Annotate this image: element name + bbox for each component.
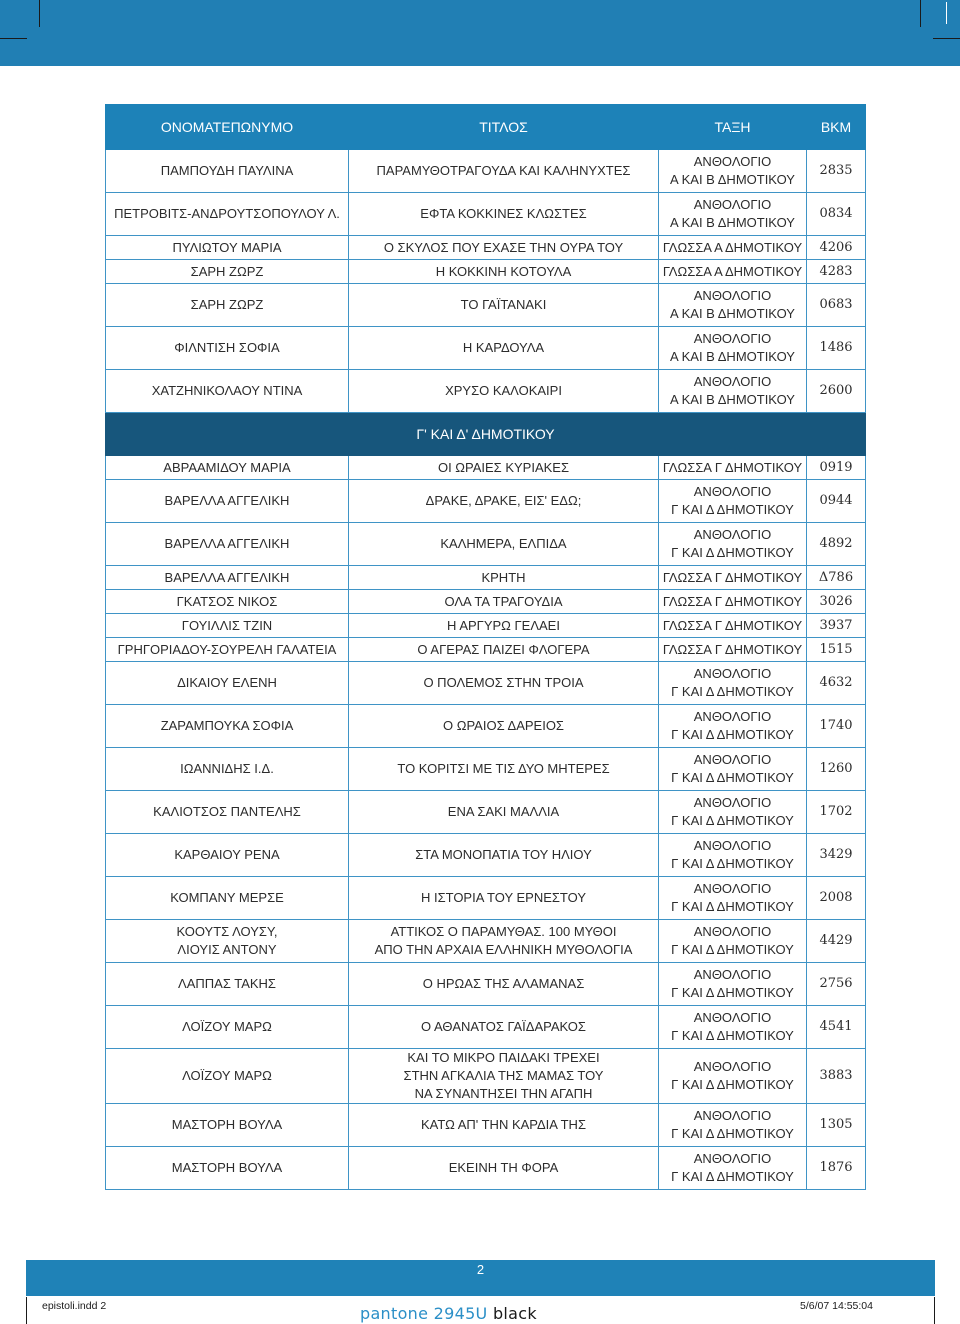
class-cell <box>659 193 807 236</box>
book-code: 1486 <box>819 340 853 355</box>
book-code: 1515 <box>819 641 853 657</box>
class-label: ΑΝΘΟΛΟΓΙΟ <box>693 967 772 982</box>
header-code: ΒΚΜ <box>807 105 866 150</box>
author-name: ΛΑΠΠΑΣ ΤΑΚΗΣ <box>178 976 276 991</box>
table-row <box>106 662 866 705</box>
class-cell <box>659 1006 807 1049</box>
class-label: ΓΛΩΣΣΑ Γ ΔΗΜΟΤΙΚΟΥ <box>662 593 803 609</box>
book-title: Ο ΑΘΑΝΑΤΟΣ ΓΑΪΔΑΡΑΚΟΣ <box>421 1019 586 1034</box>
author-name: ΠΑΜΠΟΥΔΗ ΠΑΥΛΙΝΑ <box>160 163 294 178</box>
author-cell <box>106 1104 349 1147</box>
class-cell <box>659 480 807 523</box>
class-cell <box>659 963 807 1006</box>
class-cell <box>659 590 807 614</box>
title-cell <box>349 150 659 193</box>
class-label-line2: Γ ΚΑΙ Δ ΔΗΜΟΤΙΚΟΥ <box>671 727 794 742</box>
author-name: ΖΑΡΑΜΠΟΥΚΑ ΣΟΦΙΑ <box>160 718 294 733</box>
class-label-line2: Γ ΚΑΙ Δ ΔΗΜΟΤΙΚΟΥ <box>671 1077 794 1092</box>
author-cell <box>106 370 349 413</box>
title-cell <box>349 480 659 523</box>
code-cell <box>807 590 866 614</box>
book-list-table <box>105 104 866 1190</box>
code-cell <box>807 1147 866 1190</box>
table-row <box>106 1104 866 1147</box>
code-cell <box>807 834 866 877</box>
class-label-line2: Γ ΚΑΙ Δ ΔΗΜΟΤΙΚΟΥ <box>671 545 794 560</box>
class-label: ΑΝΘΟΛΟΓΙΟ <box>693 1059 772 1074</box>
file-slug: epistoli.indd 2 <box>42 1300 107 1312</box>
book-title: ΕΝΑ ΣΑΚΙ ΜΑΛΛΙΑ <box>447 804 560 819</box>
book-title-line2: ΣΤΗΝ ΑΓΚΑΛΙΑ ΤΗΣ ΜΑΜΑΣ ΤΟΥ <box>403 1068 604 1083</box>
book-title: Ο ΩΡΑΙΟΣ ΔΑΡΕΙΟΣ <box>443 718 564 733</box>
title-cell <box>349 456 659 480</box>
author-name: ΒΑΡΕΛΛΑ ΑΓΓΕΛΙΚΗ <box>164 493 290 508</box>
title-cell <box>349 327 659 370</box>
book-code: 1702 <box>819 804 853 819</box>
class-cell <box>659 1049 807 1104</box>
section-ab-rows <box>106 150 866 413</box>
class-cell <box>659 1147 807 1190</box>
class-label: ΓΛΩΣΣΑ Γ ΔΗΜΟΤΙΚΟΥ <box>662 641 803 657</box>
class-label-line2: Γ ΚΑΙ Δ ΔΗΜΟΤΙΚΟΥ <box>671 856 794 871</box>
book-code: 4429 <box>819 933 853 948</box>
author-cell <box>106 456 349 480</box>
book-title: ΚΑΤΩ ΑΠ' ΤΗΝ ΚΑΡΔΙΑ ΤΗΣ <box>421 1117 586 1132</box>
header-author: ΟΝΟΜΑΤΕΠΩΝΥΜΟ <box>106 105 349 150</box>
author-name: ΦΙΛΝΤΙΣΗ ΣΟΦΙΑ <box>174 340 280 355</box>
table-row <box>106 920 866 963</box>
class-label: ΓΛΩΣΣΑ Γ ΔΗΜΟΤΙΚΟΥ <box>662 617 803 633</box>
table-row <box>106 1049 866 1104</box>
book-title: ΔΡΑΚΕ, ΔΡΑΚΕ, ΕΙΣ' ΕΔΩ; <box>425 493 582 508</box>
class-label: ΑΝΘΟΛΟΓΙΟ <box>693 924 772 939</box>
table-row <box>106 1006 866 1049</box>
table-row <box>106 1147 866 1190</box>
author-name: ΠΥΛΙΩΤΟΥ ΜΑΡΙΑ <box>172 239 282 255</box>
book-title: ΕΚΕΙΝΗ ΤΗ ΦΟΡΑ <box>448 1160 559 1175</box>
title-cell <box>349 662 659 705</box>
author-cell <box>106 523 349 566</box>
author-cell <box>106 284 349 327</box>
title-cell <box>349 193 659 236</box>
book-title: ΟΙ ΩΡΑΙΕΣ ΚΥΡΙΑΚΕΣ <box>437 459 570 475</box>
code-cell <box>807 193 866 236</box>
author-name: ΑΒΡΑΑΜΙΔΟΥ ΜΑΡΙΑ <box>163 459 291 475</box>
class-label-line2: Γ ΚΑΙ Δ ΔΗΜΟΤΙΚΟΥ <box>671 1028 794 1043</box>
title-cell <box>349 1104 659 1147</box>
code-cell <box>807 791 866 834</box>
table-row <box>106 877 866 920</box>
book-code: 4892 <box>819 536 853 551</box>
book-title: ΤΟ ΚΟΡΙΤΣΙ ΜΕ ΤΙΣ ΔΥΟ ΜΗΤΕΡΕΣ <box>397 761 610 776</box>
table-row <box>106 566 866 590</box>
book-code: 0919 <box>819 459 853 475</box>
author-name: ΓΚΑΤΣΟΣ ΝΙΚΟΣ <box>176 593 278 609</box>
author-name: ΚΑΡΘΑΙΟΥ ΡΕΝΑ <box>174 847 280 862</box>
code-cell <box>807 662 866 705</box>
book-code: 4283 <box>819 263 853 279</box>
class-label: ΑΝΘΟΛΟΓΙΟ <box>693 1010 772 1025</box>
code-cell <box>807 236 866 260</box>
table-row <box>106 193 866 236</box>
book-title: Η ΙΣΤΟΡΙΑ ΤΟΥ ΕΡΝΕΣΤΟΥ <box>420 890 587 905</box>
author-cell <box>106 614 349 638</box>
book-code: 1260 <box>819 761 853 776</box>
author-cell <box>106 1006 349 1049</box>
class-cell <box>659 566 807 590</box>
class-label-line2: Α ΚΑΙ Β ΔΗΜΟΤΙΚΟΥ <box>670 349 795 364</box>
book-code: 0834 <box>819 206 853 221</box>
date-slug: 5/6/07 14:55:04 <box>800 1300 873 1312</box>
book-code: 4206 <box>819 239 853 255</box>
title-cell <box>349 963 659 1006</box>
title-cell <box>349 1006 659 1049</box>
title-cell <box>349 236 659 260</box>
class-label: ΑΝΘΟΛΟΓΙΟ <box>693 1108 772 1123</box>
code-cell <box>807 748 866 791</box>
book-title: ΟΛΑ ΤΑ ΤΡΑΓΟΥΔΙΑ <box>444 593 563 609</box>
class-label: ΑΝΘΟΛΟΓΙΟ <box>693 881 772 896</box>
author-name: ΒΑΡΕΛΛΑ ΑΓΓΕΛΙΚΗ <box>164 569 290 585</box>
class-cell <box>659 236 807 260</box>
table-row <box>106 791 866 834</box>
code-cell <box>807 284 866 327</box>
class-label: ΑΝΘΟΛΟΓΙΟ <box>693 1151 772 1166</box>
author-cell <box>106 1147 349 1190</box>
code-cell <box>807 1049 866 1104</box>
class-label: ΑΝΘΟΛΟΓΙΟ <box>693 154 772 169</box>
section-cd-rows <box>106 456 866 1190</box>
code-cell <box>807 456 866 480</box>
top-color-band <box>0 0 960 66</box>
book-title: ΣΤΑ ΜΟΝΟΠΑΤΙΑ ΤΟΥ ΗΛΙΟΥ <box>415 847 592 862</box>
class-label: ΑΝΘΟΛΟΓΙΟ <box>693 331 772 346</box>
author-cell <box>106 662 349 705</box>
class-cell <box>659 260 807 284</box>
class-cell <box>659 662 807 705</box>
author-name: ΣΑΡΗ ΖΩΡΖ <box>190 263 264 279</box>
class-label: ΑΝΘΟΛΟΓΙΟ <box>693 752 772 767</box>
crop-mark-top-left <box>39 0 40 27</box>
class-label-line2: Γ ΚΑΙ Δ ΔΗΜΟΤΙΚΟΥ <box>671 684 794 699</box>
author-name: ΣΑΡΗ ΖΩΡΖ <box>190 297 264 312</box>
author-cell <box>106 590 349 614</box>
author-cell <box>106 705 349 748</box>
title-cell <box>349 791 659 834</box>
code-cell <box>807 920 866 963</box>
book-code: 3026 <box>819 593 853 609</box>
author-name: ΓΡΗΓΟΡΙΑΔΟΥ-ΣΟΥΡΕΛΗ ΓΑΛΑΤΕΙΑ <box>117 641 337 657</box>
class-label-line2: Α ΚΑΙ Β ΔΗΜΟΤΙΚΟΥ <box>670 306 795 321</box>
code-cell <box>807 1006 866 1049</box>
class-cell <box>659 920 807 963</box>
class-label: ΓΛΩΣΣΑ Γ ΔΗΜΟΤΙΚΟΥ <box>662 569 803 585</box>
table-row <box>106 590 866 614</box>
book-title: ΠΑΡΑΜΥΘΟΤΡΑΓΟΥΔΑ ΚΑΙ ΚΑΛΗΝΥΧΤΕΣ <box>376 163 631 178</box>
author-cell <box>106 638 349 662</box>
title-cell <box>349 260 659 284</box>
title-cell <box>349 614 659 638</box>
title-cell <box>349 638 659 662</box>
class-cell <box>659 705 807 748</box>
book-code: 3937 <box>819 617 853 633</box>
header-class: ΤΑΞΗ <box>659 105 807 150</box>
table-row <box>106 480 866 523</box>
book-code: 2600 <box>819 383 853 398</box>
class-label-line2: Γ ΚΑΙ Δ ΔΗΜΟΤΙΚΟΥ <box>671 770 794 785</box>
author-name: ΜΑΣΤΟΡΗ ΒΟΥΛΑ <box>171 1117 283 1132</box>
crop-mark-inner-right <box>946 2 947 24</box>
class-label-line2: Γ ΚΑΙ Δ ΔΗΜΟΤΙΚΟΥ <box>671 985 794 1000</box>
class-label-line2: Γ ΚΑΙ Δ ΔΗΜΟΤΙΚΟΥ <box>671 813 794 828</box>
class-cell <box>659 834 807 877</box>
class-label: ΓΛΩΣΣΑ Α ΔΗΜΟΤΙΚΟΥ <box>662 239 803 255</box>
book-code: 0944 <box>819 493 853 508</box>
table-row <box>106 456 866 480</box>
class-label: ΑΝΘΟΛΟΓΙΟ <box>693 838 772 853</box>
title-cell <box>349 1147 659 1190</box>
class-label: ΑΝΘΟΛΟΓΙΟ <box>693 795 772 810</box>
author-cell <box>106 236 349 260</box>
book-title: ΚΑΙ ΤΟ ΜΙΚΡΟ ΠΑΙΔΑΚΙ ΤΡΕΧΕΙ <box>407 1050 600 1065</box>
class-label: ΑΝΘΟΛΟΓΙΟ <box>693 527 772 542</box>
author-cell <box>106 480 349 523</box>
book-title: ΚΑΛΗΜΕΡΑ, ΕΛΠΙΔΑ <box>440 536 567 551</box>
book-title: ΚΡΗΤΗ <box>481 569 526 585</box>
author-cell <box>106 150 349 193</box>
crop-mark-right-top <box>933 38 960 39</box>
author-cell <box>106 920 349 963</box>
author-cell <box>106 963 349 1006</box>
pantone-color-label: pantone 2945U <box>360 1304 488 1323</box>
crop-mark-bottom-right <box>934 1297 935 1324</box>
book-code: 2756 <box>819 976 853 991</box>
class-label-line2: Α ΚΑΙ Β ΔΗΜΟΤΙΚΟΥ <box>670 172 795 187</box>
book-code: 1740 <box>819 718 853 733</box>
code-cell <box>807 614 866 638</box>
class-label-line2: Γ ΚΑΙ Δ ΔΗΜΟΤΙΚΟΥ <box>671 1169 794 1184</box>
class-cell <box>659 370 807 413</box>
header-title: ΤΙΤΛΟΣ <box>349 105 659 150</box>
book-title: Ο ΣΚΥΛΟΣ ΠΟΥ ΕΧΑΣΕ ΤΗΝ ΟΥΡΑ ΤΟΥ <box>383 239 624 255</box>
bottom-color-band <box>26 1260 935 1296</box>
class-label: ΑΝΘΟΛΟΓΙΟ <box>693 709 772 724</box>
table-header-row <box>106 105 866 150</box>
author-name: ΙΩΑΝΝΙΔΗΣ Ι.Δ. <box>180 761 274 776</box>
author-cell <box>106 791 349 834</box>
author-name: ΜΑΣΤΟΡΗ ΒΟΥΛΑ <box>171 1160 283 1175</box>
title-cell <box>349 566 659 590</box>
book-code: Δ786 <box>818 569 854 585</box>
author-name: ΠΕΤΡΟΒΙΤΣ-ΑΝΔΡΟΥΤΣΟΠΟΥΛΟΥ Λ. <box>114 206 340 221</box>
book-title: ΑΤΤΙΚΟΣ Ο ΠΑΡΑΜΥΘΑΣ. 100 ΜΥΘΟΙ <box>390 924 617 939</box>
author-name: ΛΟΪΖΟΥ ΜΑΡΩ <box>182 1068 272 1083</box>
table-row <box>106 150 866 193</box>
book-code: 3883 <box>819 1068 853 1083</box>
table-row <box>106 327 866 370</box>
class-cell <box>659 791 807 834</box>
title-cell <box>349 877 659 920</box>
author-cell <box>106 1049 349 1104</box>
book-code: 4632 <box>819 675 853 690</box>
book-title: ΤΟ ΓΑΪΤΑΝΑΚΙ <box>460 297 547 312</box>
class-label: ΑΝΘΟΛΟΓΙΟ <box>693 288 772 303</box>
code-cell <box>807 963 866 1006</box>
class-cell <box>659 523 807 566</box>
title-cell <box>349 748 659 791</box>
author-cell <box>106 327 349 370</box>
page-number: 2 <box>476 1262 485 1277</box>
book-code: 4541 <box>819 1019 853 1034</box>
class-cell <box>659 150 807 193</box>
author-name: ΒΑΡΕΛΛΑ ΑΓΓΕΛΙΚΗ <box>164 536 290 551</box>
class-label: ΑΝΘΟΛΟΓΙΟ <box>693 374 772 389</box>
pantone-label <box>360 1304 537 1323</box>
author-name: ΚΟΜΠΑΝΥ ΜΕΡΣΕ <box>170 890 284 905</box>
crop-mark-bottom-left <box>26 1297 27 1324</box>
pantone-black-label: black <box>492 1304 537 1323</box>
table-row <box>106 260 866 284</box>
title-cell <box>349 370 659 413</box>
book-title-line2: ΑΠΟ ΤΗΝ ΑΡΧΑΙΑ ΕΛΛΗΝΙΚΗ ΜΥΘΟΛΟΓΙΑ <box>374 942 633 957</box>
class-label-line2: Α ΚΑΙ Β ΔΗΜΟΤΙΚΟΥ <box>670 392 795 407</box>
crop-mark-top-right <box>920 0 921 27</box>
title-cell <box>349 590 659 614</box>
class-cell <box>659 638 807 662</box>
class-label-line2: Γ ΚΑΙ Δ ΔΗΜΟΤΙΚΟΥ <box>671 502 794 517</box>
class-label-line2: Γ ΚΑΙ Δ ΔΗΜΟΤΙΚΟΥ <box>671 899 794 914</box>
class-cell <box>659 327 807 370</box>
table-row <box>106 963 866 1006</box>
code-cell <box>807 1104 866 1147</box>
section-heading: Γ' ΚΑΙ Δ' ΔΗΜΟΤΙΚΟΥ <box>106 413 866 456</box>
author-name-line2: ΛΙΟΥΙΣ ΑΝΤΟΝΥ <box>177 942 277 957</box>
book-code: 0683 <box>819 297 853 312</box>
class-label-line2: Α ΚΑΙ Β ΔΗΜΟΤΙΚΟΥ <box>670 215 795 230</box>
author-cell <box>106 566 349 590</box>
class-label: ΓΛΩΣΣΑ Γ ΔΗΜΟΤΙΚΟΥ <box>662 459 803 475</box>
code-cell <box>807 523 866 566</box>
class-label: ΑΝΘΟΛΟΓΙΟ <box>693 666 772 681</box>
code-cell <box>807 638 866 662</box>
class-cell <box>659 614 807 638</box>
title-cell <box>349 284 659 327</box>
code-cell <box>807 370 866 413</box>
book-title: Ο ΑΓΕΡΑΣ ΠΑΙΖΕΙ ΦΛΟΓΕΡΑ <box>417 641 590 657</box>
book-title-line3: ΝΑ ΣΥΝΑΝΤΗΣΕΙ ΤΗΝ ΑΓΑΠΗ <box>414 1086 593 1101</box>
class-cell <box>659 1104 807 1147</box>
table-row <box>106 748 866 791</box>
table-row <box>106 284 866 327</box>
book-title: ΧΡΥΣΟ ΚΑΛΟΚΑΙΡΙ <box>445 383 562 398</box>
book-title: Η ΚΑΡΔΟΥΛΑ <box>462 340 545 355</box>
class-label: ΑΝΘΟΛΟΓΙΟ <box>693 197 772 212</box>
table-row <box>106 614 866 638</box>
table-row <box>106 370 866 413</box>
table-row <box>106 705 866 748</box>
code-cell <box>807 705 866 748</box>
book-title: Η ΚΟΚΚΙΝΗ ΚΟΤΟΥΛΑ <box>435 263 572 279</box>
class-cell <box>659 748 807 791</box>
table-row <box>106 834 866 877</box>
crop-mark-left-top <box>0 38 27 39</box>
section-heading-row <box>106 413 866 456</box>
author-name: ΚΑΛΙΟΤΣΟΣ ΠΑΝΤΕΛΗΣ <box>153 804 301 819</box>
author-cell <box>106 834 349 877</box>
title-cell <box>349 705 659 748</box>
code-cell <box>807 260 866 284</box>
title-cell <box>349 523 659 566</box>
author-cell <box>106 877 349 920</box>
book-code: 2008 <box>819 890 853 905</box>
class-label: ΓΛΩΣΣΑ Α ΔΗΜΟΤΙΚΟΥ <box>662 263 803 279</box>
author-cell <box>106 748 349 791</box>
code-cell <box>807 327 866 370</box>
code-cell <box>807 566 866 590</box>
book-code: 1305 <box>819 1117 853 1132</box>
class-cell <box>659 284 807 327</box>
class-label-line2: Γ ΚΑΙ Δ ΔΗΜΟΤΙΚΟΥ <box>671 942 794 957</box>
table-row <box>106 523 866 566</box>
title-cell <box>349 1049 659 1104</box>
book-title: Ο ΠΟΛΕΜΟΣ ΣΤΗΝ ΤΡΟΙΑ <box>423 675 584 690</box>
code-cell <box>807 480 866 523</box>
class-label-line2: Γ ΚΑΙ Δ ΔΗΜΟΤΙΚΟΥ <box>671 1126 794 1141</box>
class-cell <box>659 877 807 920</box>
book-code: 2835 <box>819 163 853 178</box>
book-code: 1876 <box>819 1160 853 1175</box>
author-name: ΧΑΤΖΗΝΙΚΟΛΑΟΥ ΝΤΙΝΑ <box>151 383 303 398</box>
book-code: 3429 <box>819 847 853 862</box>
title-cell <box>349 920 659 963</box>
table-row <box>106 236 866 260</box>
table-row <box>106 638 866 662</box>
author-name: ΔΙΚΑΙΟΥ ΕΛΕΝΗ <box>177 675 277 690</box>
code-cell <box>807 877 866 920</box>
class-label: ΑΝΘΟΛΟΓΙΟ <box>693 484 772 499</box>
title-cell <box>349 834 659 877</box>
book-title: Η ΑΡΓΥΡΩ ΓΕΛΑΕΙ <box>447 617 560 633</box>
book-title: ΕΦΤΑ ΚΟΚΚΙΝΕΣ ΚΛΩΣΤΕΣ <box>420 206 587 221</box>
author-cell <box>106 260 349 284</box>
book-title: Ο ΗΡΩΑΣ ΤΗΣ ΑΛΑΜΑΝΑΣ <box>422 976 585 991</box>
author-cell <box>106 193 349 236</box>
author-name: ΚΟΟΥΤΣ ΛΟΥΣΥ, <box>176 924 278 939</box>
class-cell <box>659 456 807 480</box>
code-cell <box>807 150 866 193</box>
author-name: ΓΟΥΙΛΛΙΣ ΤΖΙΝ <box>181 617 273 633</box>
author-name: ΛΟΪΖΟΥ ΜΑΡΩ <box>182 1019 272 1034</box>
